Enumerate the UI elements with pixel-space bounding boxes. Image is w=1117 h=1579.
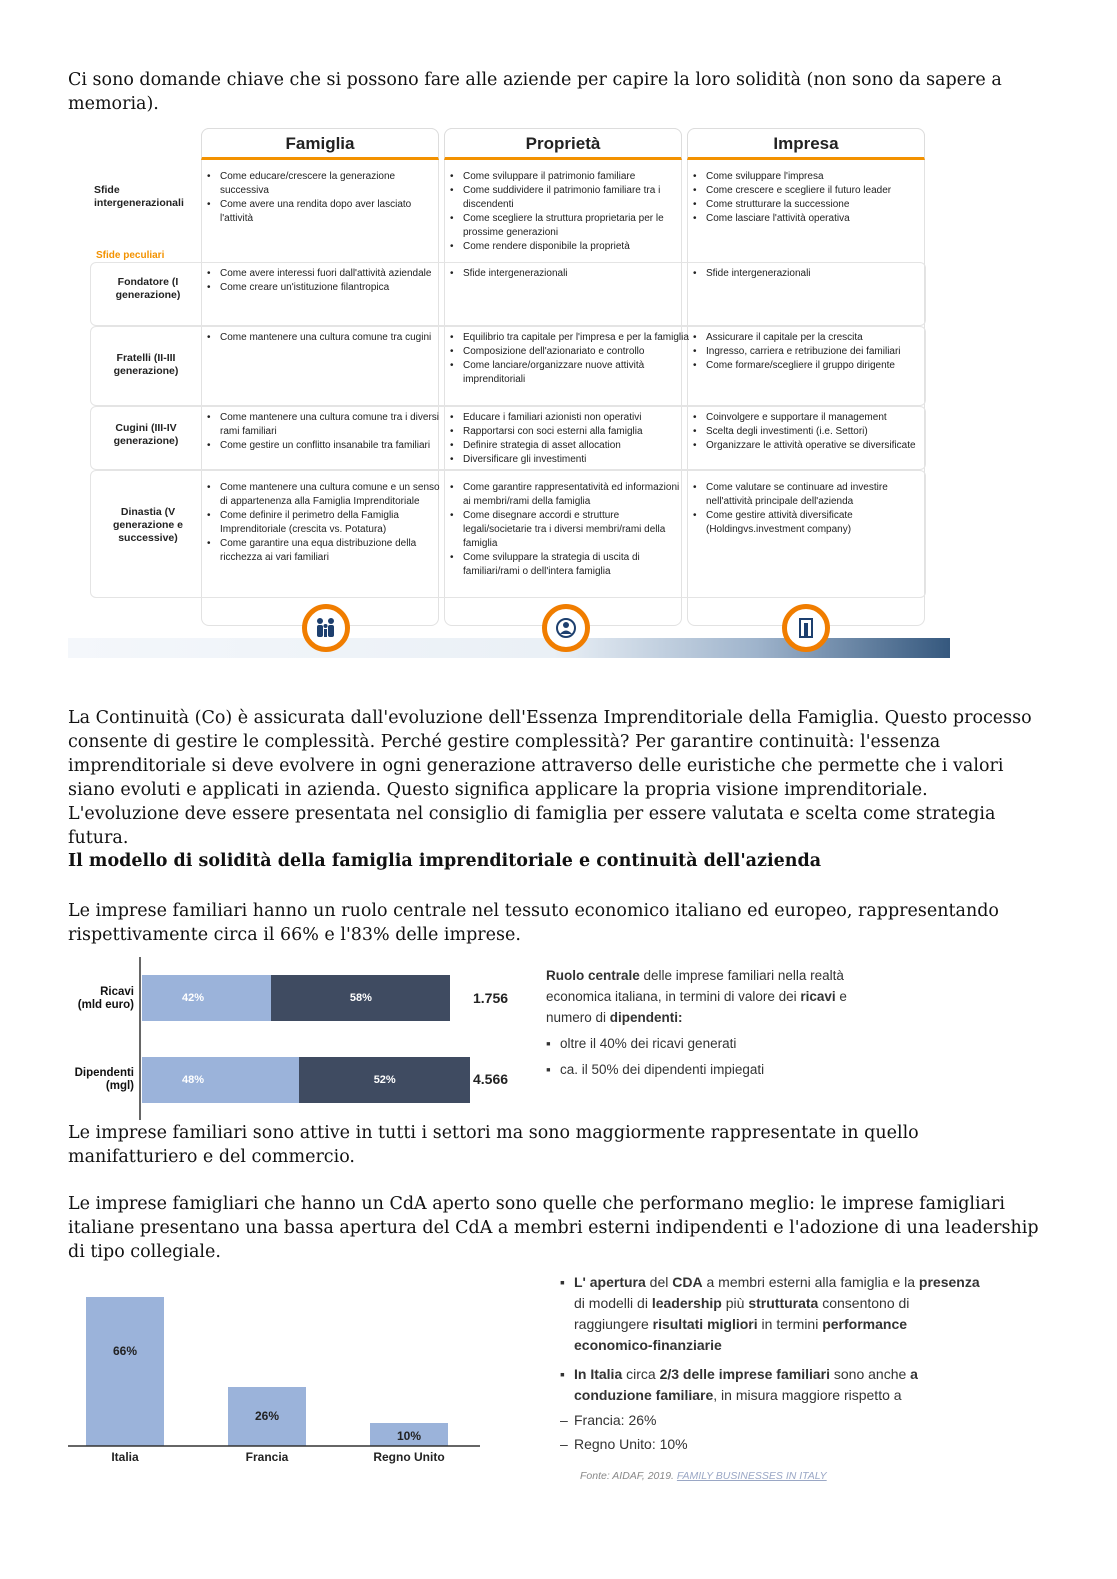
category-francia: Francia <box>245 1450 289 1464</box>
cell-item: • Come avere una rendita dopo aver lasciato l'attività <box>220 198 446 226</box>
cell-item: • Scelta degli investimenti (i.e. Settori) <box>706 425 932 439</box>
cell-item: • Come valutare se continuare ad investire nell'attività principale dell'azienda <box>706 481 932 509</box>
cda-text: a membri esterni alla famiglia e la <box>702 1274 919 1290</box>
cell-item: • Ingresso, carriera e retribuzione dei familiari <box>706 345 932 359</box>
cda-bullet <box>560 1364 980 1406</box>
cell-item: • Come gestire un conflitto insanabile tra familiari <box>220 439 446 453</box>
bar-total-dipendenti: 4.566 <box>473 1071 509 1087</box>
challenges-matrix <box>68 126 950 658</box>
cell-item: • Come sviluppare il patrimonio familiare <box>463 170 689 184</box>
cda-bold: L' apertura <box>574 1274 646 1290</box>
cell-fratelli-impresa <box>692 331 932 373</box>
cda-bold: In Italia <box>574 1366 623 1382</box>
cell-intergenerazionali-famiglia <box>206 170 446 226</box>
bar-value-francia: 26% <box>254 1408 280 1423</box>
cell-item: • Equilibrio tra capitale per l'impresa e per la famiglia <box>463 331 689 345</box>
bar-value-regno-unito: 10% <box>396 1428 422 1443</box>
cda-bold: risultati migliori <box>652 1316 758 1332</box>
cell-intergenerazionali-proprieta <box>449 170 689 254</box>
chart-baseline <box>68 1445 480 1448</box>
cell-item: • Organizzare le attività operative se diversificate <box>706 439 932 453</box>
cda-text: di modelli di <box>574 1295 652 1311</box>
row-label-intergenerazionali: Sfide intergenerazionali <box>94 184 184 209</box>
cell-dinastia-impresa <box>692 481 932 537</box>
side-bullet: ▪ oltre il 40% dei ricavi generati <box>546 1036 737 1051</box>
cda-text: consentono di raggiungere <box>574 1295 910 1332</box>
bar-total-ricavi: 1.756 <box>473 990 509 1006</box>
cell-item: • Rapportarsi con soci esterni alla famiglia <box>463 425 689 439</box>
cell-item: • Sfide intergenerazionali <box>463 267 689 281</box>
cell-cugini-famiglia <box>206 411 446 453</box>
cell-item: • Come mantenere una cultura comune tra cugini <box>220 331 446 345</box>
cda-bullets <box>560 1272 980 1455</box>
country-comparison-chart <box>68 1268 1048 1498</box>
cda-bullet <box>560 1272 980 1356</box>
column-header-proprieta: Proprietà <box>444 128 682 160</box>
cda-text: in termini <box>757 1316 823 1332</box>
side-bullet-text: oltre il 40% dei ricavi generati <box>560 1036 737 1051</box>
cell-fratelli-proprieta <box>449 331 689 387</box>
side-bold: Ruolo centrale <box>546 968 640 983</box>
bar-segment-ricavi-altre: 58% <box>271 975 450 1021</box>
cell-item: • Come garantire una equa distribuzione della ricchezza ai vari familiari <box>220 537 446 565</box>
cell-item: • Come avere interessi fuori dall'attività aziendale <box>220 267 446 281</box>
side-text-span: e numero di <box>546 989 847 1025</box>
cell-item: • Come mantenere una cultura comune e un senso di appartenenza alla Famiglia Imprenditoriale <box>220 481 446 509</box>
row-label-cugini: Cugini (III-IV generazione) <box>113 422 179 447</box>
cda-bold: performance economico-finanziarie <box>574 1316 908 1353</box>
intro-paragraph: Ci sono domande chiave che si possono fare alle aziende per capire la loro solidità (non sono da sapere a memoria). <box>68 70 1002 114</box>
cell-item: • Come scegliere la struttura proprietaria per le prossime generazioni <box>463 212 689 240</box>
bar-label-line: Dipendenti <box>74 1067 134 1079</box>
cell-item: • Come crescere e scegliere il futuro leader <box>706 184 932 198</box>
cell-item: • Come strutturare la successione <box>706 198 932 212</box>
cell-item: • Come rendere disponibile la proprietà <box>463 240 689 254</box>
bar-label-line: (mgl) <box>105 1080 134 1092</box>
bar-label-line: Ricavi <box>100 986 134 998</box>
bar-label-ricavi <box>68 986 134 1012</box>
cell-item: • Come lasciare l'attività operativa <box>706 212 932 226</box>
bar-label-line: (mld euro) <box>77 999 134 1011</box>
cell-item: • Come educare/crescere la generazione successiva <box>220 170 446 198</box>
side-bold: dipendenti: <box>609 1010 683 1025</box>
side-text-span: delle imprese familiari nella realtà economica italiana, in termini di valore dei <box>546 968 844 1004</box>
cell-item: • Assicurare il capitale per la crescita <box>706 331 932 345</box>
cell-item: • Educare i familiari azionisti non operativi <box>463 411 689 425</box>
category-regno-unito: Regno Unito <box>373 1450 445 1464</box>
side-bullet: ▪ ca. il 50% dei dipendenti impiegati <box>546 1062 765 1077</box>
cda-text: , in misura maggiore rispetto a <box>713 1387 902 1403</box>
row-label-dinastia: Dinastia (V generazione e successive) <box>112 506 184 544</box>
cda-text: più <box>721 1295 749 1311</box>
cell-dinastia-famiglia <box>206 481 446 565</box>
cell-item: • Come formare/scegliere il gruppo dirigente <box>706 359 932 373</box>
cda-text: circa <box>622 1366 660 1382</box>
cell-cugini-proprieta <box>449 411 689 467</box>
bar-label-dipendenti <box>68 1067 134 1093</box>
cell-item: • Come garantire rappresentatività ed informazioni ai membri/rami della famiglia <box>463 481 689 509</box>
column-header-impresa: Impresa <box>687 128 925 160</box>
cell-item: • Coinvolgere e supportare il management <box>706 411 932 425</box>
cell-item: • Come suddividere il patrimonio familiare tra i discendenti <box>463 184 689 212</box>
side-bullet-text: ca. il 50% dei dipendenti impiegati <box>560 1062 765 1077</box>
revenue-employees-chart <box>68 955 1048 1120</box>
cell-fondatore-famiglia <box>206 267 446 295</box>
cell-dinastia-proprieta <box>449 481 689 579</box>
chart-side-text <box>546 965 876 1080</box>
column-header-famiglia: Famiglia <box>201 128 439 160</box>
row-label-fratelli: Fratelli (II-III generazione) <box>113 352 179 377</box>
bar-italia <box>86 1297 164 1446</box>
bar-value-italia: 66% <box>112 1344 138 1359</box>
cell-item: • Come lanciare/organizzare nuove attività imprenditoriali <box>463 359 689 387</box>
continuity-paragraph: La Continuità (Co) è assicurata dall'evoluzione dell'Essenza Imprenditoriale della Famiglia. Questo processo consente di gestire le complessità. Perché gestire complessità? Per garantire continuità: l'essenza imprenditoriale si deve evolvere in ogni generazione attraverso delle euristiche che permette che i valori siano evoluti e applicati in azienda. Questo significa applicare la propria visione imprenditoriale. <box>68 708 1032 800</box>
cda-bold: presenza <box>918 1274 980 1290</box>
cda-bold: CDA <box>672 1274 703 1290</box>
cda-text: sono anche <box>830 1366 911 1382</box>
cell-item: • Come mantenere una cultura comune tra i diversi rami familiari <box>220 411 446 439</box>
peculiar-label: Sfide peculiari <box>96 250 165 261</box>
cda-bold: a conduzione familiare <box>574 1366 918 1403</box>
cell-item: • Come disegnare accordi e strutture legali/societarie tra i diversi membri/rami della famiglia <box>463 509 689 551</box>
cda-bold: leadership <box>651 1295 722 1311</box>
cell-item: • Diversificare gli investimenti <box>463 453 689 467</box>
sectors-paragraph: Le imprese familiari sono attive in tutti i settori ma sono maggiormente rappresentate in quello manifatturiero e del commercio. <box>68 1123 919 1167</box>
cda-paragraph: Le imprese famigliari che hanno un CdA aperto sono quelle che performano meglio: le imprese famigliari italiane presentano una bassa apertura del CdA a membri esterni indipendenti e l'adozione di una leadership di tipo collegiale. <box>68 1194 1039 1262</box>
cell-item: • Composizione dell'azionariato e controllo <box>463 345 689 359</box>
cda-text: del <box>645 1274 673 1290</box>
source-link[interactable]: FAMILY BUSINESSES IN ITALY <box>676 1470 827 1482</box>
building-icon <box>782 604 830 652</box>
cda-bold: strutturata <box>748 1295 819 1311</box>
cell-item: • Come creare un'istituzione filantropica <box>220 281 446 295</box>
cell-fondatore-proprieta <box>449 267 689 281</box>
cda-dash-item: – Francia: 26% <box>560 1410 980 1431</box>
bar-segment-ricavi-familiari: 42% <box>142 975 271 1021</box>
row-label-fondatore: Fondatore (I generazione) <box>115 276 181 301</box>
cell-fratelli-famiglia <box>206 331 446 345</box>
section-heading: Il modello di solidità della famiglia imprenditoriale e continuità dell'azienda <box>68 851 822 871</box>
cell-item: • Come sviluppare l'impresa <box>706 170 932 184</box>
family-icon <box>302 604 350 652</box>
side-bold: ricavi <box>800 989 836 1004</box>
evolution-paragraph: L'evoluzione deve essere presentata nel consiglio di famiglia per essere valutata e scelta come strategia futura. <box>68 804 996 848</box>
cell-item: • Come sviluppare la strategia di uscita di familiari/rami o dell'intera famiglia <box>463 551 689 579</box>
bar-segment-dipendenti-familiari: 48% <box>142 1057 299 1103</box>
cda-dash-item: – Regno Unito: 10% <box>560 1434 980 1455</box>
source-prefix: Fonte: AIDAF, 2019. <box>580 1470 677 1482</box>
cell-cugini-impresa <box>692 411 932 453</box>
cell-intergenerazionali-impresa <box>692 170 932 226</box>
cell-item: • Come definire il perimetro della Famiglia Imprenditoriale (crescita vs. Potatura) <box>220 509 446 537</box>
cell-fondatore-impresa <box>692 267 932 281</box>
cda-bold: 2/3 delle imprese familiari <box>659 1366 830 1382</box>
cell-item: • Definire strategia di asset allocation <box>463 439 689 453</box>
central-role-paragraph: Le imprese familiari hanno un ruolo centrale nel tessuto economico italiano ed europeo, rappresentando rispettivamente circa il 66% e l'83% delle imprese. <box>68 901 999 945</box>
source-note <box>580 1470 827 1482</box>
bar-segment-dipendenti-altre: 52% <box>299 1057 470 1103</box>
cell-item: • Sfide intergenerazionali <box>706 267 932 281</box>
cell-item: • Come gestire attività diversificate (Holdingvs.investment company) <box>706 509 932 537</box>
category-italia: Italia <box>111 1450 139 1464</box>
ownership-icon <box>542 604 590 652</box>
